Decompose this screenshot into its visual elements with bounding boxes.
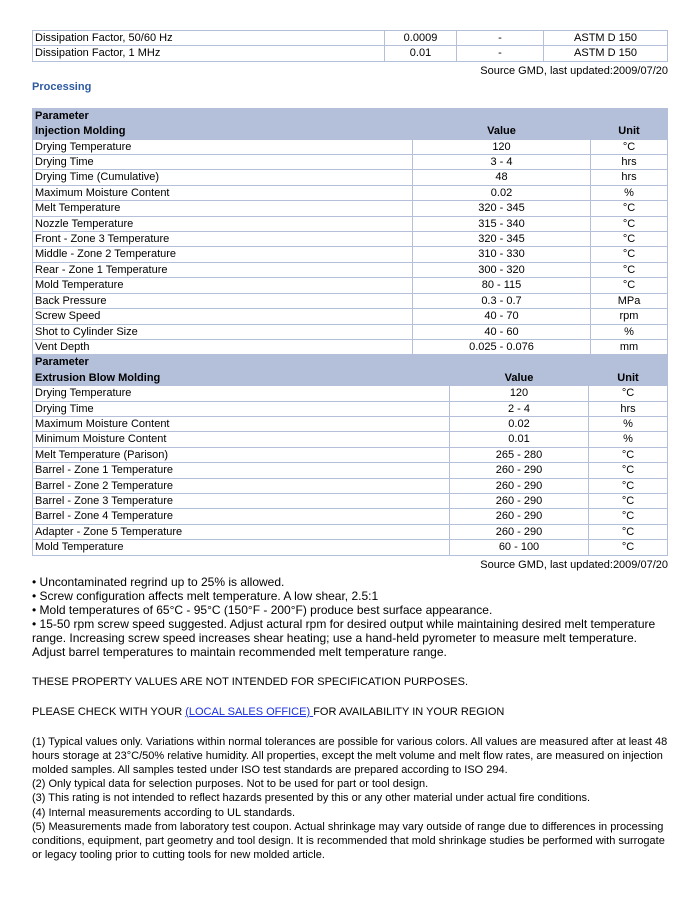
table-row [33, 170, 667, 184]
availability-note [32, 705, 668, 719]
parameter-unit: °C [591, 263, 667, 277]
table-row [33, 479, 667, 493]
parameter-name: Melt Temperature [33, 201, 412, 215]
table-row [33, 540, 667, 554]
parameter-value: 0.025 - 0.076 [413, 340, 590, 354]
datasheet-content [32, 30, 668, 862]
test-method: ASTM D 150 [544, 31, 667, 45]
table-row [33, 417, 667, 431]
parameter-name: Middle - Zone 2 Temperature [33, 247, 412, 261]
parameter-unit: °C [589, 525, 667, 539]
source-note: Source GMD, last updated:2009/07/20 [480, 64, 668, 77]
footnotes [32, 735, 668, 863]
property-value: 0.0009 [385, 31, 456, 45]
parameter-unit: °C [589, 479, 667, 493]
parameter-unit: mm [591, 340, 667, 354]
table-row [33, 402, 667, 416]
header-unit: Unit [589, 371, 667, 385]
parameter-name: Barrel - Zone 1 Temperature [33, 463, 449, 477]
table-row [33, 278, 667, 292]
table-row [33, 155, 667, 169]
parameter-value: 265 - 280 [450, 448, 588, 462]
table-row [33, 448, 667, 462]
parameter-value: 48 [413, 170, 590, 184]
note-item: • Mold temperatures of 65°C - 95°C (150°F - 200°F) produce best surface appearance. [32, 602, 493, 617]
parameter-unit: °C [589, 463, 667, 477]
table-row [33, 201, 667, 215]
parameter-unit: °C [589, 386, 667, 400]
parameter-unit: hrs [591, 155, 667, 169]
parameter-name: Drying Temperature [33, 140, 412, 154]
header-unit: Unit [591, 124, 667, 138]
parameter-unit: °C [591, 217, 667, 231]
parameter-unit: % [589, 417, 667, 431]
parameter-unit: °C [591, 278, 667, 292]
parameter-value: 320 - 345 [413, 201, 590, 215]
parameter-value: 3 - 4 [413, 155, 590, 169]
footnote: (5) Measurements made from laboratory test coupon. Actual shrinkage may vary outside of range due to differences in processing conditions, equipment, part geometry and tool design. It is recommended that mold shrinkage studies be performed with surrogate or legacy tooling prior to cutting tools for new molded article. [32, 820, 665, 862]
parameter-unit: % [589, 432, 667, 446]
parameter-value: 0.01 [450, 432, 588, 446]
parameter-unit: °C [591, 140, 667, 154]
source-note: Source GMD, last updated:2009/07/20 [480, 558, 668, 571]
parameter-name: Front - Zone 3 Temperature [33, 232, 412, 246]
parameter-name: Back Pressure [33, 294, 412, 308]
availability-prefix: PLEASE CHECK WITH YOUR [32, 705, 186, 718]
extrusion-blow-molding-table [32, 354, 668, 555]
table-row [33, 325, 667, 339]
property-unit: - [457, 46, 543, 60]
header-parameter: Parameter [33, 109, 667, 123]
parameter-name: Drying Time (Cumulative) [33, 170, 412, 184]
parameter-value: 0.3 - 0.7 [413, 294, 590, 308]
parameter-value: 320 - 345 [413, 232, 590, 246]
parameter-unit: % [591, 186, 667, 200]
table-header-row [33, 355, 667, 369]
parameter-value: 260 - 290 [450, 494, 588, 508]
table-row [33, 494, 667, 508]
footnote: (2) Only typical data for selection purposes. Not to be used for part or tool design. [32, 778, 429, 791]
table-row [33, 432, 667, 446]
spec-disclaimer: THESE PROPERTY VALUES ARE NOT INTENDED FOR SPECIFICATION PURPOSES. [32, 675, 469, 688]
table-row [33, 509, 667, 523]
table-header-row [33, 371, 667, 385]
table-row [33, 525, 667, 539]
parameter-unit: °C [591, 247, 667, 261]
table-row [33, 463, 667, 477]
parameter-name: Barrel - Zone 3 Temperature [33, 494, 449, 508]
table-row [33, 140, 667, 154]
table-row [33, 340, 667, 354]
table-row [33, 186, 667, 200]
parameter-name: Melt Temperature (Parison) [33, 448, 449, 462]
parameter-unit: % [591, 325, 667, 339]
availability-suffix: FOR AVAILABILITY IN YOUR REGION [313, 705, 505, 718]
table-row [33, 263, 667, 277]
parameter-value: 80 - 115 [413, 278, 590, 292]
parameter-value: 40 - 60 [413, 325, 590, 339]
parameter-unit: MPa [591, 294, 667, 308]
property-name: Dissipation Factor, 1 MHz [33, 46, 384, 60]
footnote: (1) Typical values only. Variations within normal tolerances are possible for various colors. All values are measured after at least 48 hours storage at 23°C/50% relative humidity. All properties, except the melt volume and melt flow rates, are measured on injection molded samples. All samples tested under ISO test standards are prepared according to ISO 294. [32, 735, 668, 776]
parameter-name: Nozzle Temperature [33, 217, 412, 231]
parameter-name: Maximum Moisture Content [33, 417, 449, 431]
parameter-value: 310 - 330 [413, 247, 590, 261]
parameter-value: 2 - 4 [450, 402, 588, 416]
table-row [33, 294, 667, 308]
parameter-value: 315 - 340 [413, 217, 590, 231]
parameter-name: Minimum Moisture Content [33, 432, 449, 446]
parameter-name: Mold Temperature [33, 278, 412, 292]
parameter-name: Barrel - Zone 4 Temperature [33, 509, 449, 523]
parameter-name: Drying Temperature [33, 386, 449, 400]
footnote: (3) This rating is not intended to reflect hazards presented by this or any other material under actual fire conditions. [32, 792, 591, 805]
parameter-unit: °C [589, 540, 667, 554]
note-item: • 15-50 rpm screw speed suggested. Adjust actural rpm for desired output while maintaining desired melt temperature range. Increasing screw speed increases shear heating; use a hand-held pyrometer to measure melt temperature. Adjust barrel temperatures to maintain recommended melt temperature range. [32, 616, 656, 659]
parameter-name: Mold Temperature [33, 540, 449, 554]
header-parameter: Parameter [33, 355, 667, 369]
section-title-processing: Processing [32, 80, 92, 93]
processing-notes [32, 575, 668, 659]
parameter-value: 60 - 100 [450, 540, 588, 554]
table-row [33, 386, 667, 400]
parameter-name: Rear - Zone 1 Temperature [33, 263, 412, 277]
injection-molding-table [32, 108, 668, 356]
parameter-value: 120 [450, 386, 588, 400]
parameter-value: 40 - 70 [413, 309, 590, 323]
header-group: Extrusion Blow Molding [33, 371, 449, 385]
parameter-unit: °C [589, 494, 667, 508]
parameter-unit: °C [591, 232, 667, 246]
table-row [33, 217, 667, 231]
table-row [33, 31, 667, 45]
parameter-unit: rpm [591, 309, 667, 323]
note-item: • Screw configuration affects melt temperature. A low shear, 2.5:1 [32, 588, 379, 603]
table-header-row [33, 109, 667, 123]
header-value: Value [450, 371, 588, 385]
table-row [33, 46, 667, 60]
parameter-name: Adapter - Zone 5 Temperature [33, 525, 449, 539]
parameter-name: Drying Time [33, 402, 449, 416]
parameter-value: 260 - 290 [450, 525, 588, 539]
parameter-name: Screw Speed [33, 309, 412, 323]
parameter-value: 260 - 290 [450, 509, 588, 523]
disclaimer [32, 675, 668, 719]
parameter-name: Maximum Moisture Content [33, 186, 412, 200]
local-sales-office-link[interactable]: (LOCAL SALES OFFICE) [185, 705, 314, 718]
parameter-unit: °C [591, 201, 667, 215]
parameter-name: Barrel - Zone 2 Temperature [33, 479, 449, 493]
parameter-value: 300 - 320 [413, 263, 590, 277]
parameter-name: Shot to Cylinder Size [33, 325, 412, 339]
note-item: • Uncontaminated regrind up to 25% is allowed. [32, 574, 285, 589]
parameter-name: Drying Time [33, 155, 412, 169]
table-row [33, 247, 667, 261]
test-method: ASTM D 150 [544, 46, 667, 60]
parameter-value: 0.02 [413, 186, 590, 200]
parameter-value: 260 - 290 [450, 463, 588, 477]
property-unit: - [457, 31, 543, 45]
parameter-unit: °C [589, 509, 667, 523]
property-value: 0.01 [385, 46, 456, 60]
header-group: Injection Molding [33, 124, 412, 138]
header-value: Value [413, 124, 590, 138]
parameter-unit: hrs [589, 402, 667, 416]
parameter-value: 0.02 [450, 417, 588, 431]
parameter-value: 120 [413, 140, 590, 154]
parameter-value: 260 - 290 [450, 479, 588, 493]
table-row [33, 232, 667, 246]
electrical-properties-table [32, 30, 668, 62]
footnote: (4) Internal measurements according to UL standards. [32, 806, 296, 819]
table-row [33, 309, 667, 323]
table-header-row [33, 124, 667, 138]
parameter-unit: °C [589, 448, 667, 462]
parameter-unit: hrs [591, 170, 667, 184]
parameter-name: Vent Depth [33, 340, 412, 354]
property-name: Dissipation Factor, 50/60 Hz [33, 31, 384, 45]
